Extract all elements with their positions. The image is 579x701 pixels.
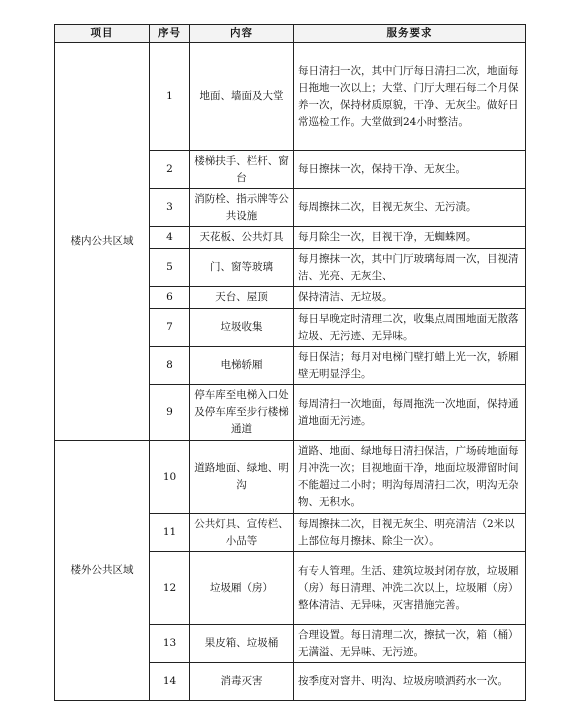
row-number: 10	[150, 441, 190, 514]
header-row	[55, 25, 526, 43]
row-requirement: 每日保洁；每月对电梯门壁打蜡上光一次，轿厢壁无明显浮尘。	[294, 347, 526, 385]
area-outdoor: 楼外公共区域	[55, 441, 150, 701]
row-requirement: 道路、地面、绿地每日清扫保洁，广场砖地面每月冲洗一次；目视地面干净，地面垃圾滞留时间不能超过二小时；明沟每周清扫二次，明沟无杂物、无积水。	[294, 441, 526, 514]
row-content: 公共灯具、宣传栏、小品等	[190, 514, 294, 552]
header-number: 序号	[150, 25, 190, 43]
row-requirement: 每日早晚定时清理二次，收集点周围地面无散落垃圾、无污迹、无异味。	[294, 309, 526, 347]
row-content: 垃圾收集	[190, 309, 294, 347]
row-content: 天台、屋顶	[190, 287, 294, 309]
row-content: 消毒灭害	[190, 663, 294, 701]
row-number: 2	[150, 151, 190, 189]
row-number: 13	[150, 625, 190, 663]
row-number: 14	[150, 663, 190, 701]
row-number: 6	[150, 287, 190, 309]
area-indoor: 楼内公共区域	[55, 43, 150, 441]
row-number: 11	[150, 514, 190, 552]
row-number: 9	[150, 385, 190, 441]
table-row	[55, 441, 526, 514]
header-area: 项目	[55, 25, 150, 43]
row-requirement: 按季度对窨井、明沟、垃圾房喷洒药水一次。	[294, 663, 526, 701]
row-requirement: 保持清洁、无垃圾。	[294, 287, 526, 309]
row-requirement: 有专人管理。生活、建筑垃圾封闭存放，垃圾厢（房）每日清理、冲洗二次以上，垃圾厢（房）整体清洁、无异味，灭害措施完善。	[294, 552, 526, 625]
row-content: 停车库至电梯入口处及停车库至步行楼梯通道	[190, 385, 294, 441]
row-requirement: 合理设置。每日清理二次，擦拭一次，箱（桶）无满溢、无异味、无污迹。	[294, 625, 526, 663]
service-requirements-table	[54, 24, 526, 701]
row-requirement: 每月擦抹一次，其中门厅玻璃每周一次，目视清洁、光亮、无灰尘、	[294, 249, 526, 287]
row-number: 4	[150, 227, 190, 249]
row-number: 5	[150, 249, 190, 287]
row-content: 天花板、公共灯具	[190, 227, 294, 249]
row-requirement: 每日清扫一次，其中门厅每日清扫二次，地面每日拖地一次以上；大堂、门厅大理石每二个月保养一次，保持材质原貌，干净、无灰尘。做好日常巡检工作。大堂做到24小时整洁。	[294, 43, 526, 151]
table-row	[55, 43, 526, 151]
row-requirement: 每周擦抹二次，目视无灰尘、明亮清洁（2米以上部位每月擦抹、除尘一次）。	[294, 514, 526, 552]
row-number: 1	[150, 43, 190, 151]
row-content: 门、窗等玻璃	[190, 249, 294, 287]
row-number: 3	[150, 189, 190, 227]
row-number: 7	[150, 309, 190, 347]
row-content: 地面、墙面及大堂	[190, 43, 294, 151]
row-requirement: 每月除尘一次，目视干净，无蜘蛛网。	[294, 227, 526, 249]
row-content: 道路地面、绿地、明沟	[190, 441, 294, 514]
row-requirement: 每日擦抹一次，保持干净、无灰尘。	[294, 151, 526, 189]
row-number: 8	[150, 347, 190, 385]
row-content: 垃圾厢（房）	[190, 552, 294, 625]
header-content: 内容	[190, 25, 294, 43]
row-requirement: 每周擦抹二次，目视无灰尘、无污渍。	[294, 189, 526, 227]
row-requirement: 每周清扫一次地面，每周拖洗一次地面，保持通道地面无污迹。	[294, 385, 526, 441]
row-content: 楼梯扶手、栏杆、窗台	[190, 151, 294, 189]
row-content: 电梯轿厢	[190, 347, 294, 385]
row-content: 果皮箱、垃圾桶	[190, 625, 294, 663]
row-content: 消防栓、指示牌等公共设施	[190, 189, 294, 227]
header-requirement: 服务要求	[294, 25, 526, 43]
row-number: 12	[150, 552, 190, 625]
